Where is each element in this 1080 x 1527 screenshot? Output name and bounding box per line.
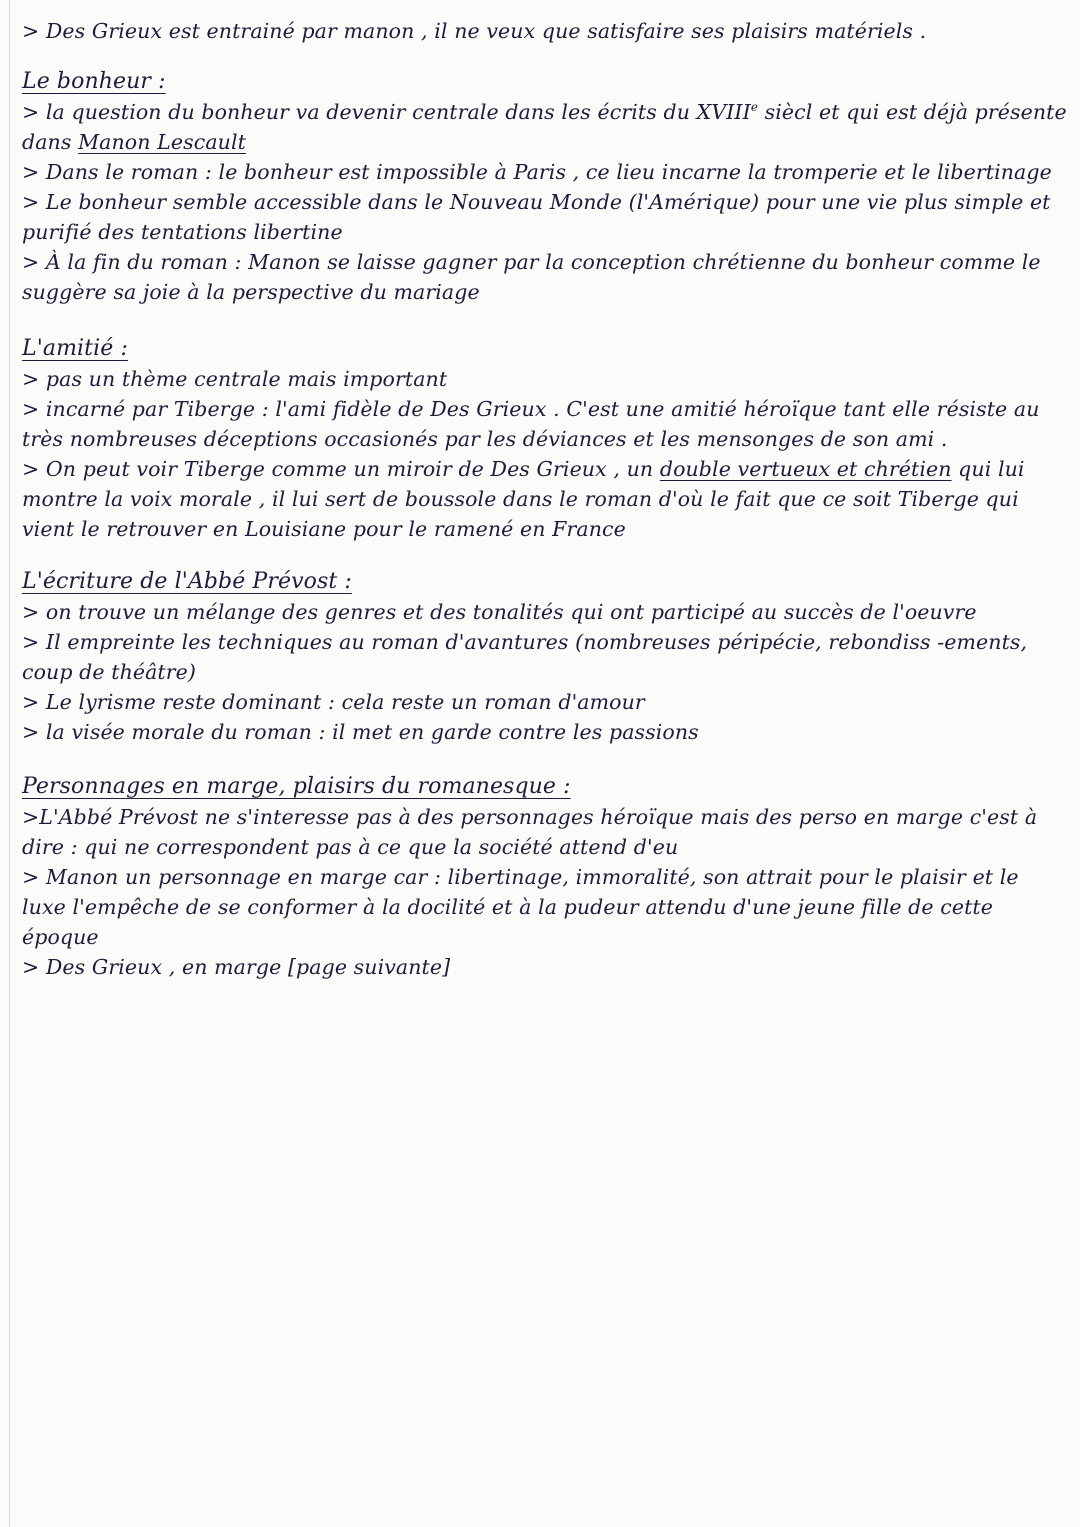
section-amitie: [22, 333, 1068, 544]
bonheur-bullet-1-text: > la question du bonheur va devenir centrale dans les écrits du XVIII: [22, 100, 751, 124]
double-vertueux-underlined: double vertueux et chrétien: [659, 457, 952, 481]
amitie-bullet-3: [22, 454, 1068, 544]
bonheur-bullet-2: > Dans le roman : le bonheur est impossible à Paris , ce lieu incarne la tromperie et le libertinage: [22, 160, 1052, 184]
bonheur-bullet-4: > À la fin du roman : Manon se laisse gagner par la conception chrétienne du bonheur comme le suggère sa joie à la perspective du mariage: [22, 250, 1041, 304]
heading-bonheur: Le bonheur :: [22, 69, 166, 94]
ecriture-bullet-2: > Il empreinte les techniques au roman d'avantures (nombreuses péripécie, rebondiss -ements, coup de théâtre): [22, 630, 1028, 684]
amitie-bullet-1: > pas un thème centrale mais important: [22, 367, 448, 391]
intro-line: > Des Grieux est entrainé par manon , il ne veux que satisfaire ses plaisirs matériels .: [22, 19, 927, 43]
amitie-bullet-3-pre: > On peut voir Tiberge comme un miroir de Des Grieux , un: [22, 457, 660, 481]
ecriture-bullet-1: > on trouve un mélange des genres et des tonalités qui ont participé au succès de l'oeuvre: [22, 600, 977, 624]
personnages-bullet-2: > Manon un personnage en marge car : libertinage, immoralité, son attrait pour le plaisir et le luxe l'empêche de se conformer à la docilité et à la pudeur attendu d'une jeune fille de cette époque: [22, 865, 1019, 949]
amitie-bullet-3-post: qui lui montre la voix morale , il lui sert de boussole dans le roman d'où le fait que ce soit Tiberge qui vient le retrouver en Louisiane pour le ramené en France: [22, 457, 1025, 541]
heading-personnages: Personnages en marge, plaisirs du romanesque :: [22, 774, 571, 799]
heading-ecriture: L'écriture de l'Abbé Prévost :: [22, 569, 352, 594]
ecriture-bullet-4: > la visée morale du roman : il met en garde contre les passions: [22, 720, 699, 744]
bonheur-bullet-1-mid: siècl et qui est déjà présente dans: [22, 100, 1067, 154]
section-ecriture: [22, 566, 1068, 747]
personnages-bullet-3: > Des Grieux , en marge [page suivante]: [22, 955, 451, 979]
section-bonheur: [22, 66, 1068, 307]
amitie-bullet-2: > incarné par Tiberge : l'ami fidèle de Des Grieux . C'est une amitié héroïque tant elle résiste au très nombreuses déceptions occasionés par les déviances et les mensonges de son ami .: [22, 397, 1040, 451]
bonheur-bullet-1: [22, 97, 1068, 157]
bonheur-bullet-3: > Le bonheur semble accessible dans le Nouveau Monde (l'Amérique) pour une vie plus simple et purifié des tentations libertine: [22, 190, 1051, 244]
heading-amitie: L'amitié :: [22, 336, 128, 361]
book-title-manon-lescault: Manon Lescault: [78, 130, 246, 154]
ecriture-bullet-3: > Le lyrisme reste dominant : cela reste un roman d'amour: [22, 690, 645, 714]
century-superscript: e: [750, 100, 759, 115]
personnages-bullet-1: >L'Abbé Prévost ne s'interesse pas à des personnages héroïque mais des perso en marge c'est à dire : qui ne correspondent pas à ce que la société attend d'eu: [22, 805, 1038, 859]
section-personnages: [22, 771, 1068, 982]
